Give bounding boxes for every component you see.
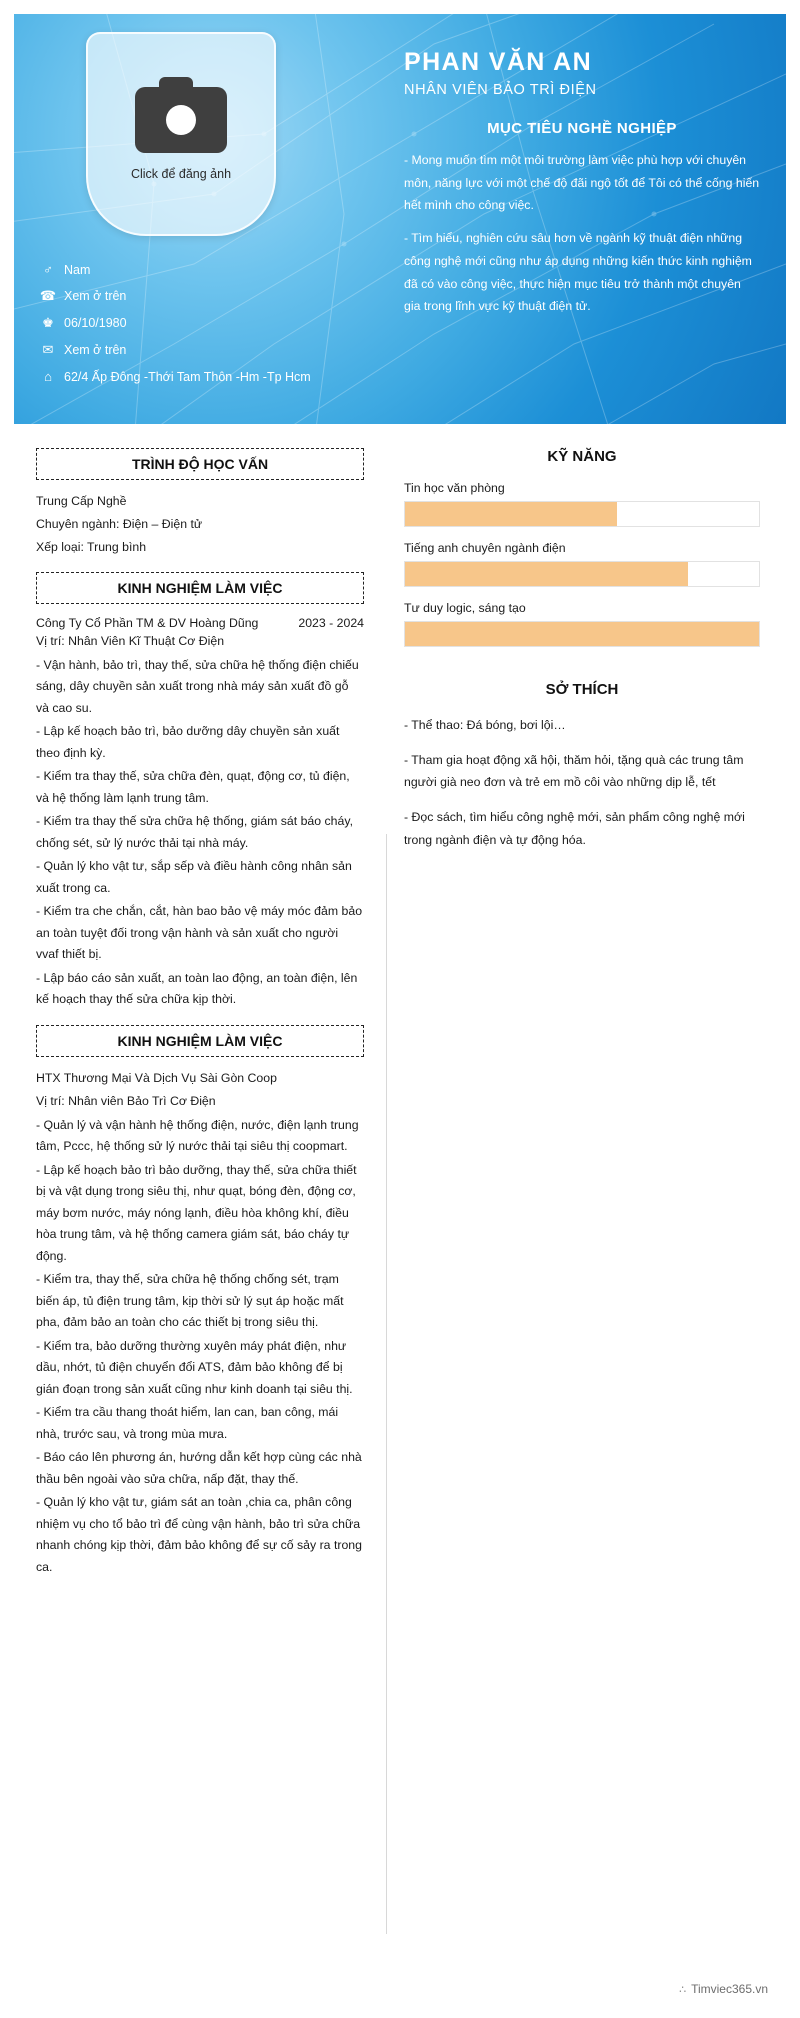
hobby-item: - Tham gia hoạt động xã hội, thăm hỏi, tặng quà các trung tâm người già neo đơn và trẻ em mồ côi vào những dịp lễ, tết (404, 752, 744, 790)
skill-bar-track (404, 561, 760, 587)
experience-bullet: - Quản lý kho vật tư, sắp sếp và điều hành công nhân sản xuất trong ca. (36, 859, 352, 895)
hobbies-section-title: SỞ THÍCH (545, 681, 619, 698)
contact-item-email (36, 342, 366, 358)
skill-name: Tư duy logic, sáng tạo (404, 601, 526, 615)
experience-bullet: - Quản lý và vận hành hệ thống điện, nước, điện lạnh trung tâm, Pccc, hệ thống sử lý nước thải tại siêu thị coopmart. (36, 1117, 359, 1154)
birthday-cake-icon: ♚ (42, 315, 54, 330)
skill-bar-fill (405, 622, 759, 646)
job-title: NHÂN VIÊN BẢO TRÌ ĐIỆN (404, 82, 597, 98)
experience-bullet: - Lập kế hoạch bảo trì bảo dưỡng, thay thế, sửa chữa thiết bị và vật dụng trong siêu thị, như quạt, bóng đèn, động cơ, máy bơm nước, máy nóng lạnh, điều hòa không khí, điều hòa trung tâm, và hệ thống camera giám sát, báo cháy tự động. (36, 1162, 357, 1263)
home-icon: ⌂ (44, 369, 52, 384)
contact-item-address (36, 369, 366, 384)
skill-name: Tiếng anh chuyên ngành điện (404, 541, 566, 555)
experience-company: Công Ty Cổ Phần TM & DV Hoàng Dũng (36, 615, 259, 630)
skill-bar-fill (405, 562, 688, 586)
contact-item-gender (36, 262, 366, 277)
experience-position: Vị trí: Nhân Viên Kĩ Thuật Cơ Điện (36, 633, 225, 648)
footer-brand (679, 1982, 768, 1996)
hobby-item: - Đọc sách, tìm hiểu công nghệ mới, sản phẩm công nghệ mới trong ngành điện và tự động hóa. (404, 810, 745, 847)
education-line: Chuyên ngành: Điện – Điện tử (36, 516, 203, 531)
experience-bullet: - Quản lý kho vật tư, giám sát an toàn ,chia ca, phân công nhiệm vụ cho tổ bảo trì để cùng vận hành, bảo trì sửa chữa nhanh chóng kịp thời, đảm bảo không để sự cố sảy ra trong ca. (36, 1495, 362, 1574)
skills-section-title: KỸ NĂNG (547, 448, 617, 465)
experience-bullet: - Lập kế hoạch bảo trì, bảo dưỡng dây chuyền sản xuất theo định kỳ. (36, 724, 340, 760)
cv-body (14, 424, 786, 1601)
experience-bullet: - Kiểm tra thay thế, sửa chữa đèn, quạt, động cơ, tủ điện, và hệ thống làm lạnh trung tâm. (36, 769, 350, 805)
experience-bullet: - Vận hành, bảo trì, thay thế, sửa chữa hệ thống điện chiếu sáng, dây chuyền sản xuất trong nhà máy sản xuất đồ gỗ và cao su. (36, 657, 359, 715)
skill-bar-fill (405, 502, 617, 526)
phone-icon: ☎ (39, 288, 57, 303)
experience-bullet: - Lập báo cáo sản xuất, an toàn lao động, an toàn điện, lên kế hoạch thay thế sửa chữa kịp thời. (36, 970, 358, 1007)
contact-list (36, 262, 366, 395)
contact-value: 62/4 Ấp Đông -Thới Tam Thôn -Hm -Tp Hcm (64, 369, 311, 384)
page-title: PHAN VĂN AN (404, 48, 593, 76)
skill-bar-track (404, 501, 760, 527)
education-section-title: TRÌNH ĐỘ HỌC VẤN (36, 448, 364, 480)
contact-value: Nam (64, 262, 91, 277)
experience-2-section-title: KINH NGHIỆM LÀM VIỆC (36, 1025, 364, 1057)
skill-name: Tin học văn phòng (404, 481, 505, 495)
email-icon: ✉ (42, 342, 54, 357)
experience-bullet: - Báo cáo lên phương án, hướng dẫn kết hợp cùng các nhà thầu bên ngoài vào sửa chữa, nấp đặt, thay thế. (36, 1450, 362, 1486)
experience-bullet: - Kiểm tra che chắn, cắt, hàn bao bảo vệ máy móc đảm bảo an toàn tuyệt đối trong vận hành và sản xuất cho người vvaf thiết bị. (36, 904, 363, 962)
experience-period: 2023 - 2024 (298, 615, 364, 630)
right-column (386, 424, 786, 1601)
skill-bar-track (404, 621, 760, 647)
skill-item (404, 541, 760, 587)
experience-position: Vị trí: Nhân viên Bảo Trì Cơ Điện (36, 1093, 216, 1108)
photo-upload-box[interactable] (86, 32, 276, 236)
gender-icon: ♂ (43, 262, 53, 277)
photo-upload-label: Click để đăng ảnh (130, 167, 232, 181)
left-column (14, 424, 386, 1601)
experience-bullet: - Kiểm tra, bảo dưỡng thường xuyên máy phát điện, như dầu, nhớt, tủ điện chuyển đổi ATS, đảm bảo không để bị gián đoạn trong sản xuất cũng như kinh doanh tại siêu thị. (36, 1338, 353, 1396)
experience-bullet: - Kiểm tra, thay thế, sửa chữa hệ thống chống sét, trạm biến áp, tủ điện trung tâm, kịp thời sử lý sụt áp hoặc mất pha, đảm bảo an toàn cho các thiết bị trong siêu thị. (36, 1272, 344, 1330)
contact-value: 06/10/1980 (64, 316, 127, 330)
objective-paragraph: - Mong muốn tìm một môi trường làm việc phù hợp với chuyên môn, năng lực với một chế độ đãi ngộ tốt để Tôi có thể cống hiến hết mình cho công việc. (404, 153, 760, 213)
contact-item-phone (36, 288, 366, 304)
education-line: Trung Cấp Nghề (36, 494, 127, 508)
skill-item (404, 481, 760, 527)
experience-bullet: - Kiểm tra cầu thang thoát hiểm, lan can, ban công, mái nhà, trước sau, và trong mùa mưa. (36, 1405, 339, 1441)
brand-logo-icon: ∴ (679, 1983, 686, 1996)
contact-value: Xem ở trên (64, 289, 127, 303)
cv-sheet (14, 14, 786, 2004)
objective-paragraph: - Tìm hiểu, nghiên cứu sâu hơn về ngành kỹ thuật điện những công nghệ mới cũng như áp dụng những kiến thức kinh nghiệm đã có vào công việc, thực hiện mục tiêu trở thành một chuyên gia trong lĩnh vực kỹ thuật điện tử. (404, 231, 752, 314)
experience-company: HTX Thương Mại Và Dịch Vụ Sài Gòn Coop (36, 1070, 277, 1085)
education-line: Xếp loại: Trung bình (36, 539, 147, 554)
camera-icon (135, 87, 227, 153)
contact-value: Xem ở trên (64, 343, 127, 357)
experience-bullet: - Kiểm tra thay thế sửa chữa hệ thống, giám sát báo cháy, chống sét, sử lý nước thải tại nhà máy. (36, 814, 353, 850)
brand-name: Timviec365.vn (691, 1982, 768, 1996)
hobby-item: - Thể thao: Đá bóng, bơi lội… (404, 718, 566, 732)
contact-item-birthday (36, 315, 366, 331)
header-right (386, 14, 786, 424)
objective-section-title: MỤC TIÊU NGHỀ NGHIỆP (487, 120, 677, 137)
header-left (14, 14, 386, 424)
skill-item (404, 601, 760, 647)
experience-1-header (36, 616, 364, 630)
cv-header (14, 14, 786, 424)
experience-1-section-title: KINH NGHIỆM LÀM VIỆC (36, 572, 364, 604)
